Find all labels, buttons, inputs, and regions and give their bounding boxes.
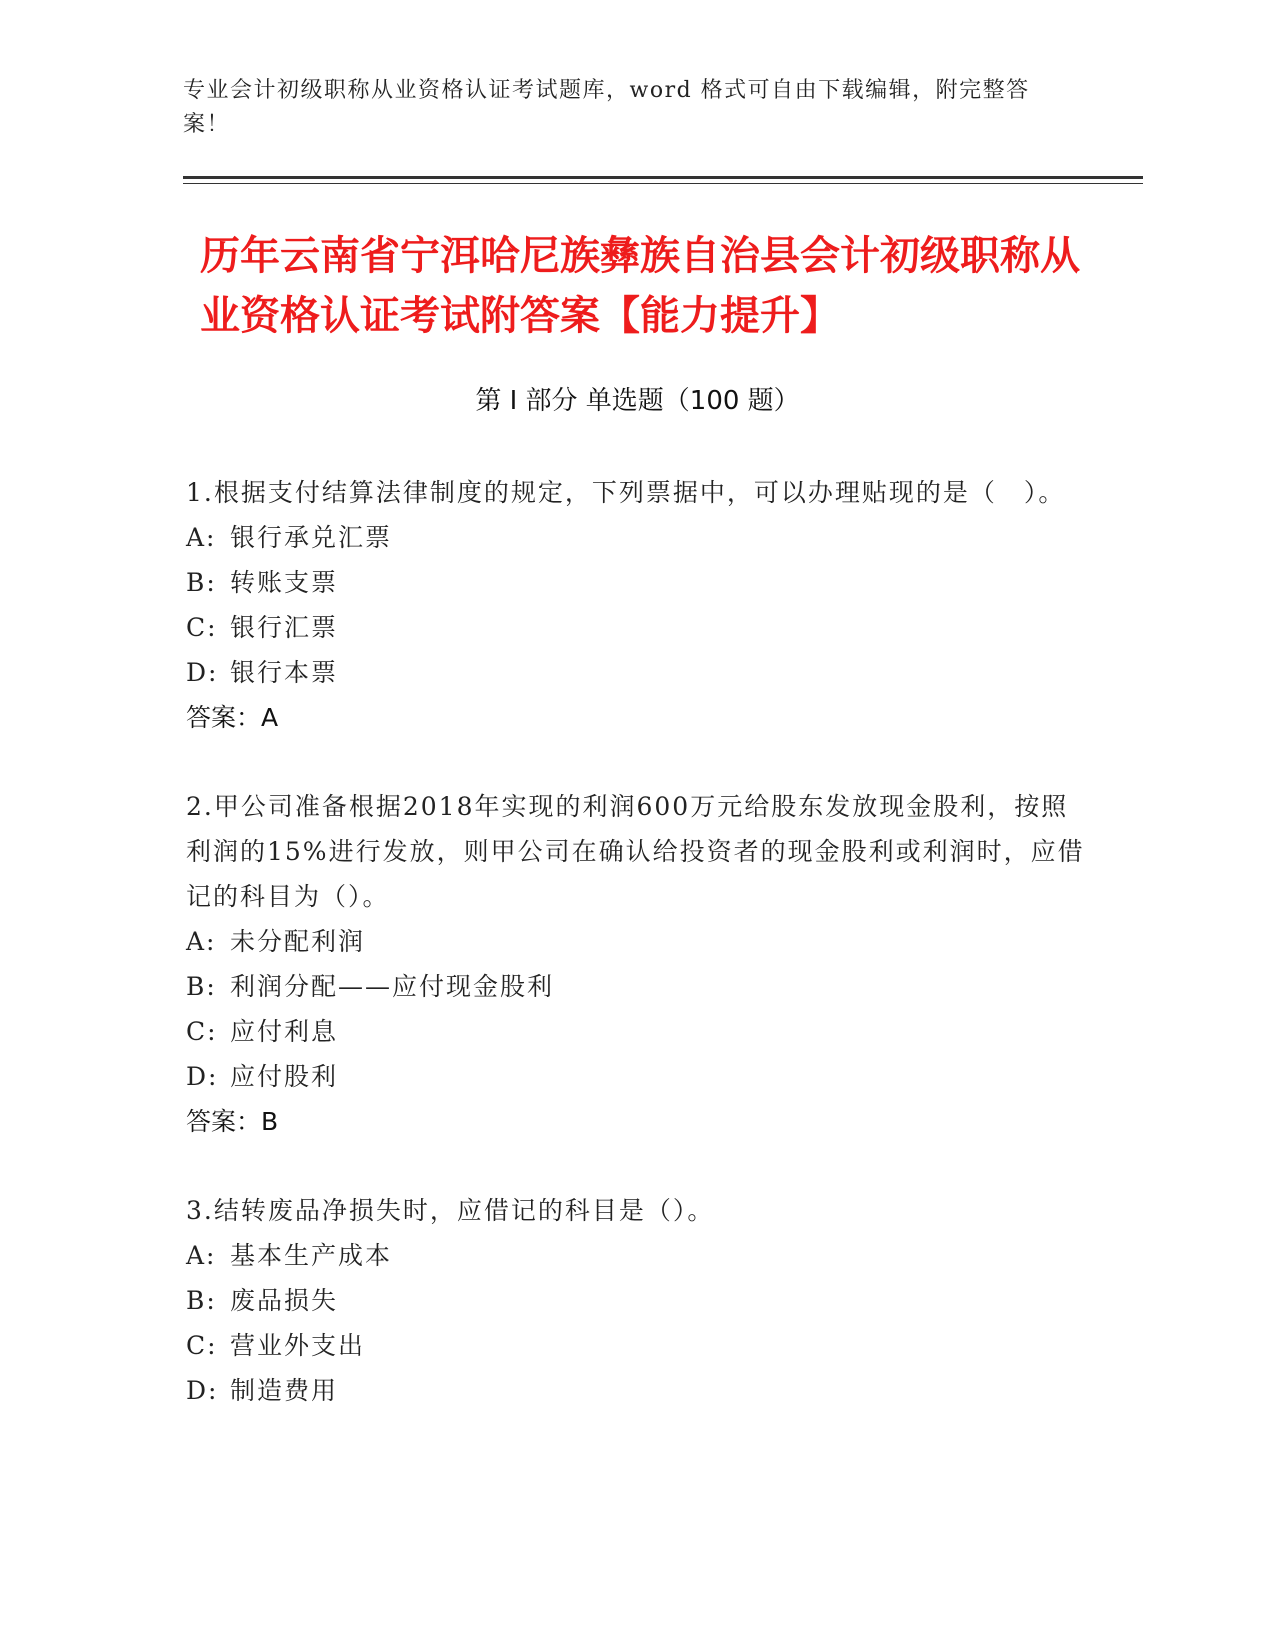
option-key: D: (186, 1376, 219, 1405)
question-stem: 2.甲公司准备根据2018年实现的利润600万元给股东发放现金股利，按照利润的15%进行发放，则甲公司在确认给投资者的现金股利或利润时，应借记的科目为（）。 (186, 792, 1085, 911)
option-key: A: (186, 1241, 217, 1270)
option-text: 应付利息 (230, 1017, 339, 1046)
header-note: 专业会计初级职称从业资格认证考试题库，word 格式可自由下载编辑，附完整答案！ (183, 78, 1030, 137)
option-b (186, 1278, 1086, 1323)
document-title: 历年云南省宁洱哈尼族彝族自治县会计初级职称从业资格认证考试附答案【能力提升】 (200, 233, 1080, 339)
option-key: D: (186, 1062, 219, 1091)
option-text: 银行汇票 (230, 613, 339, 642)
option-text: 转账支票 (230, 568, 339, 597)
option-text: 制造费用 (230, 1376, 339, 1405)
option-text: 废品损失 (230, 1286, 339, 1315)
option-c (186, 1323, 1086, 1368)
option-d (186, 1054, 1086, 1099)
option-a (186, 919, 1086, 964)
option-c (186, 605, 1086, 650)
answer: 答案：A (186, 703, 279, 732)
option-text: 银行本票 (230, 658, 339, 687)
option-text: 未分配利润 (230, 927, 366, 956)
question-1 (186, 470, 1086, 740)
header-rule-thin (183, 183, 1143, 184)
option-d (186, 650, 1086, 695)
option-text: 应付股利 (230, 1062, 339, 1091)
option-b (186, 560, 1086, 605)
option-d (186, 1368, 1086, 1413)
option-c (186, 1009, 1086, 1054)
question-3 (186, 1188, 1086, 1413)
option-text: 基本生产成本 (230, 1241, 393, 1270)
answer: 答案：B (186, 1107, 279, 1136)
option-b (186, 964, 1086, 1009)
option-text: 营业外支出 (230, 1331, 366, 1360)
header-rule-thick (183, 176, 1143, 179)
option-key: D: (186, 658, 219, 687)
question-list (186, 470, 1086, 1457)
section-title: 第 I 部分 单选题（100 题） (475, 386, 800, 416)
option-text: 利润分配——应付现金股利 (230, 972, 555, 1001)
question-stem: 3.结转废品净损失时，应借记的科目是（）。 (186, 1196, 715, 1225)
option-key: B: (186, 1286, 217, 1315)
option-key: C: (186, 1331, 218, 1360)
option-key: C: (186, 613, 218, 642)
question-stem: 1.根据支付结算法律制度的规定，下列票据中，可以办理贴现的是（ ）。 (186, 478, 1066, 507)
option-a (186, 515, 1086, 560)
option-a (186, 1233, 1086, 1278)
option-key: C: (186, 1017, 218, 1046)
option-key: B: (186, 568, 217, 597)
option-text: 银行承兑汇票 (230, 523, 393, 552)
option-key: A: (186, 927, 217, 956)
option-key: A: (186, 523, 217, 552)
option-key: B: (186, 972, 217, 1001)
question-2 (186, 784, 1086, 1144)
